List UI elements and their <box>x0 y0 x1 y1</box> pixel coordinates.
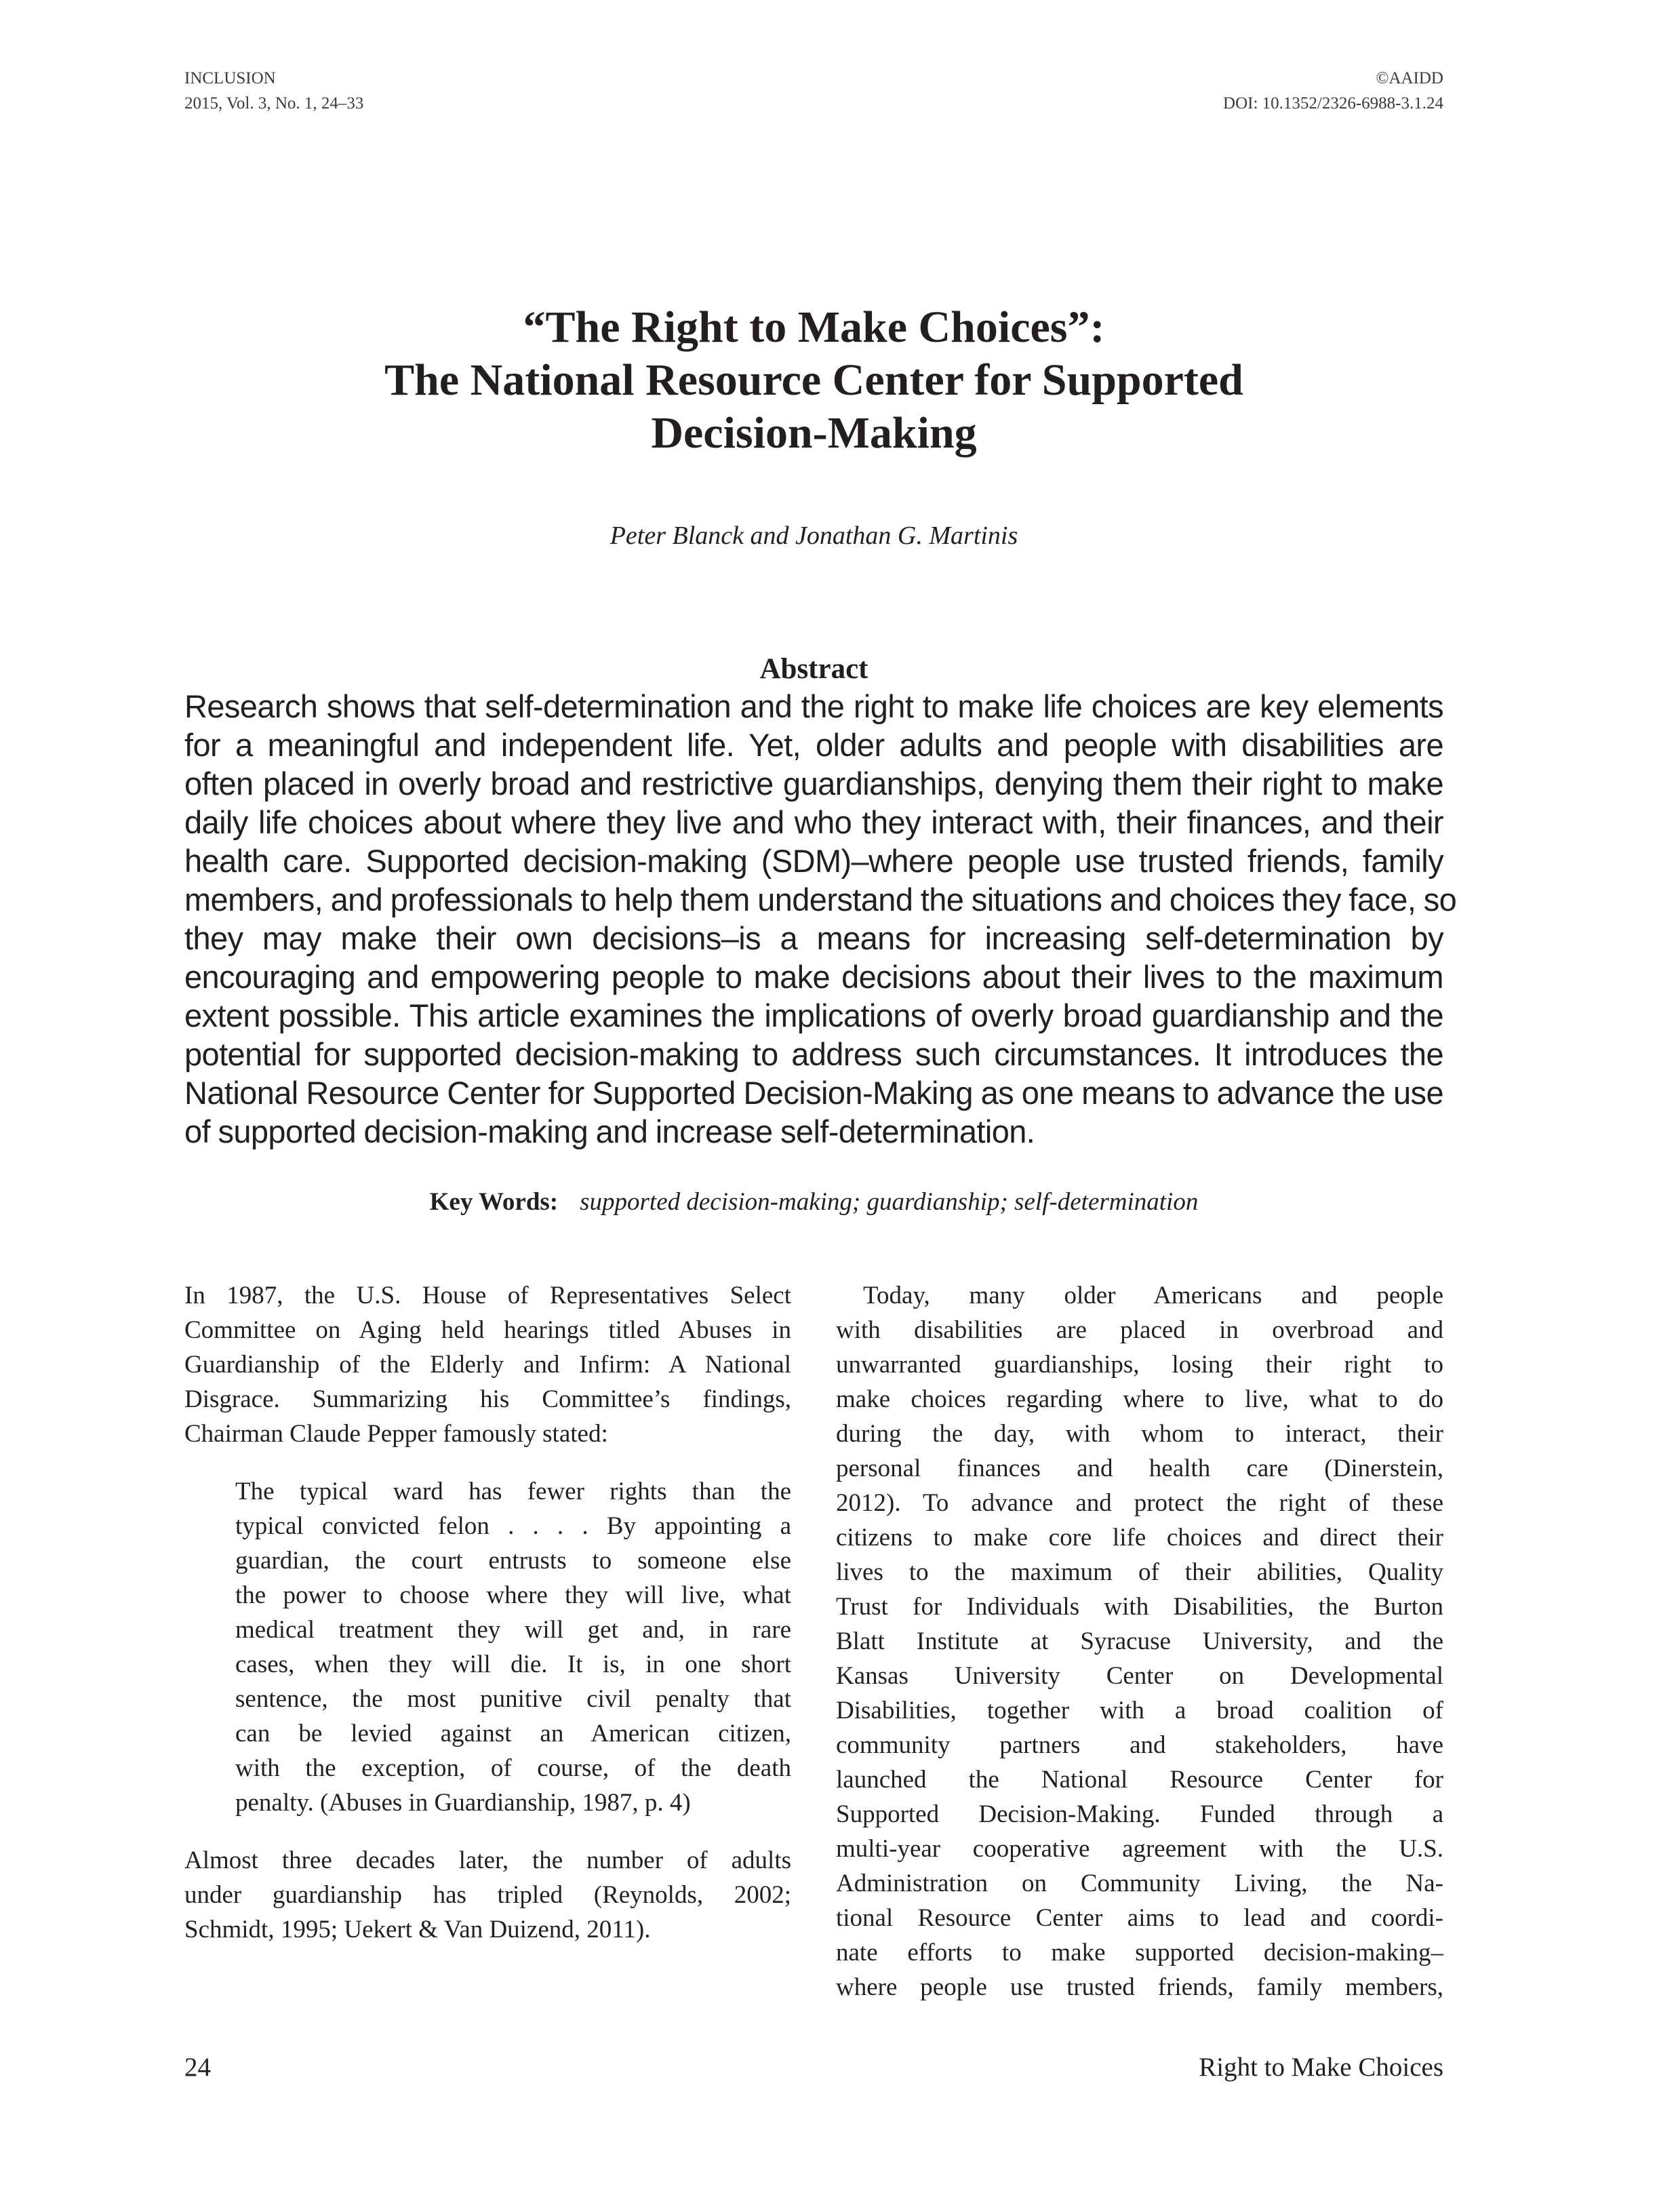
body-column-left <box>184 1278 791 1947</box>
abstract-line: members, and professionals to help them understand the situations and choices they face, so <box>184 882 1457 917</box>
text-line: Committee on Aging held hearings titled Abuses in <box>184 1316 791 1344</box>
text-line: tional Resource Center aims to lead and coordi- <box>836 1904 1443 1932</box>
abstract-line: they may make their own decisions–is a means for increasing self-determination by <box>184 920 1443 956</box>
quote-line: The typical ward has fewer rights than the <box>235 1478 791 1505</box>
text-line: Disgrace. Summarizing his Committee’s findings, <box>184 1385 791 1413</box>
quote-line: penalty. (Abuses in Guardianship, 1987, p. 4) <box>235 1789 691 1817</box>
keywords <box>184 1185 1443 1219</box>
abstract-line: often placed in overly broad and restrictive guardianships, denying them their right to make <box>184 766 1443 802</box>
running-title: Right to Make Choices <box>1199 2053 1443 2082</box>
text-line: unwarranted guardianships, losing their right to <box>836 1351 1443 1379</box>
abstract-line: extent possible. This article examines the implications of overly broad guardianship and the <box>184 998 1443 1033</box>
authors: Peter Blanck and Jonathan G. Martinis <box>610 521 1018 550</box>
quote-line: medical treatment they will get and, in rare <box>235 1616 791 1644</box>
quote-line: typical convicted felon . . . . By appointing a <box>235 1512 791 1540</box>
pepper-quote <box>184 1474 791 1820</box>
abstract-line: National Resource Center for Supported Decision-Making as one means to advance the use <box>184 1075 1443 1111</box>
abstract-line: health care. Supported decision-making (SDM)–where people use trusted friends, family <box>184 843 1443 879</box>
doi: DOI: 10.1352/2326-6988-3.1.24 <box>1223 94 1443 113</box>
text-line: launched the National Resource Center for <box>836 1766 1443 1794</box>
text-line: Schmidt, 1995; Uekert & Van Duizend, 2011). <box>184 1916 651 1943</box>
journal-volume: 2015, Vol. 3, No. 1, 24–33 <box>184 94 364 113</box>
title-line: The National Resource Center for Supported <box>384 355 1243 405</box>
title-line: Decision-Making <box>651 408 977 458</box>
text-line: Chairman Claude Pepper famously stated: <box>184 1420 608 1448</box>
quote-line: the power to choose where they will live, what <box>235 1581 791 1609</box>
abstract-body <box>184 687 1457 1151</box>
text-line: where people use trusted friends, family members, <box>836 1973 1443 2001</box>
closing-paragraph <box>184 1843 791 1947</box>
copyright-notice: ©AAIDD <box>1376 69 1443 87</box>
text-line: under guardianship has tripled (Reynolds, 2002; <box>184 1881 791 1909</box>
quote-line: can be levied against an American citizen, <box>235 1720 791 1747</box>
text-line: Kansas University Center on Developmental <box>836 1662 1443 1690</box>
text-line: make choices regarding where to live, what to do <box>836 1385 1443 1413</box>
text-line: during the day, with whom to interact, their <box>836 1420 1443 1448</box>
text-line: Guardianship of the Elderly and Infirm: A National <box>184 1351 791 1379</box>
text-line: Today, many older Americans and people <box>863 1282 1443 1309</box>
journal-name: INCLUSION <box>184 69 276 87</box>
article-title <box>184 301 1443 460</box>
title-line: “The Right to Make Choices”: <box>523 302 1105 352</box>
text-line: Disabilities, together with a broad coalition of <box>836 1697 1443 1724</box>
abstract-line: daily life choices about where they live and who they interact with, their finances, and their <box>184 804 1443 840</box>
text-line: citizens to make core life choices and direct their <box>836 1524 1443 1552</box>
intro-paragraph <box>184 1278 791 1451</box>
quote-line: cases, when they will die. It is, in one short <box>235 1651 791 1678</box>
body-column-right <box>836 1278 1443 2004</box>
abstract-line: Research shows that self-determination and the right to make life choices are key elements <box>184 688 1443 724</box>
text-line: personal finances and health care (Dinerstein, <box>836 1455 1443 1482</box>
abstract-line: potential for supported decision-making to address such circumstances. It introduces the <box>184 1036 1443 1072</box>
text-line: nate efforts to make supported decision-making– <box>836 1939 1443 1967</box>
text-line: Blatt Institute at Syracuse University, and the <box>836 1627 1443 1655</box>
quote-line: with the exception, of course, of the death <box>235 1754 791 1782</box>
text-line: lives to the maximum of their abilities, Quality <box>836 1558 1443 1586</box>
text-line: community partners and stakeholders, have <box>836 1731 1443 1759</box>
quote-line: guardian, the court entrusts to someone else <box>235 1547 791 1575</box>
text-line: In 1987, the U.S. House of Representatives Select <box>184 1282 791 1309</box>
text-line: 2012). To advance and protect the right of these <box>836 1489 1443 1517</box>
page-number: 24 <box>184 2053 211 2082</box>
keywords-terms: supported decision-making; guardianship; self-determination <box>580 1188 1199 1216</box>
text-line: multi-year cooperative agreement with the U.S. <box>836 1835 1443 1863</box>
abstract-line: of supported decision-making and increase self-determination. <box>184 1113 1035 1149</box>
text-line: Trust for Individuals with Disabilities, the Burton <box>836 1593 1443 1621</box>
publisher-header <box>1223 66 1443 116</box>
keywords-label: Key Words: <box>429 1188 559 1216</box>
text-line: with disabilities are placed in overbroad and <box>836 1316 1443 1344</box>
abstract-line: encouraging and empowering people to make decisions about their lives to the maximum <box>184 959 1443 995</box>
quote-line: sentence, the most punitive civil penalty that <box>235 1685 791 1713</box>
abstract-line: for a meaningful and independent life. Yet, older adults and people with disabilities are <box>184 727 1443 763</box>
text-line: Almost three decades later, the number of adults <box>184 1846 791 1874</box>
journal-header <box>184 66 363 116</box>
text-line: Supported Decision-Making. Funded through a <box>836 1800 1443 1828</box>
abstract-heading: Abstract <box>759 653 868 685</box>
text-line: Administration on Community Living, the Na- <box>836 1870 1443 1897</box>
